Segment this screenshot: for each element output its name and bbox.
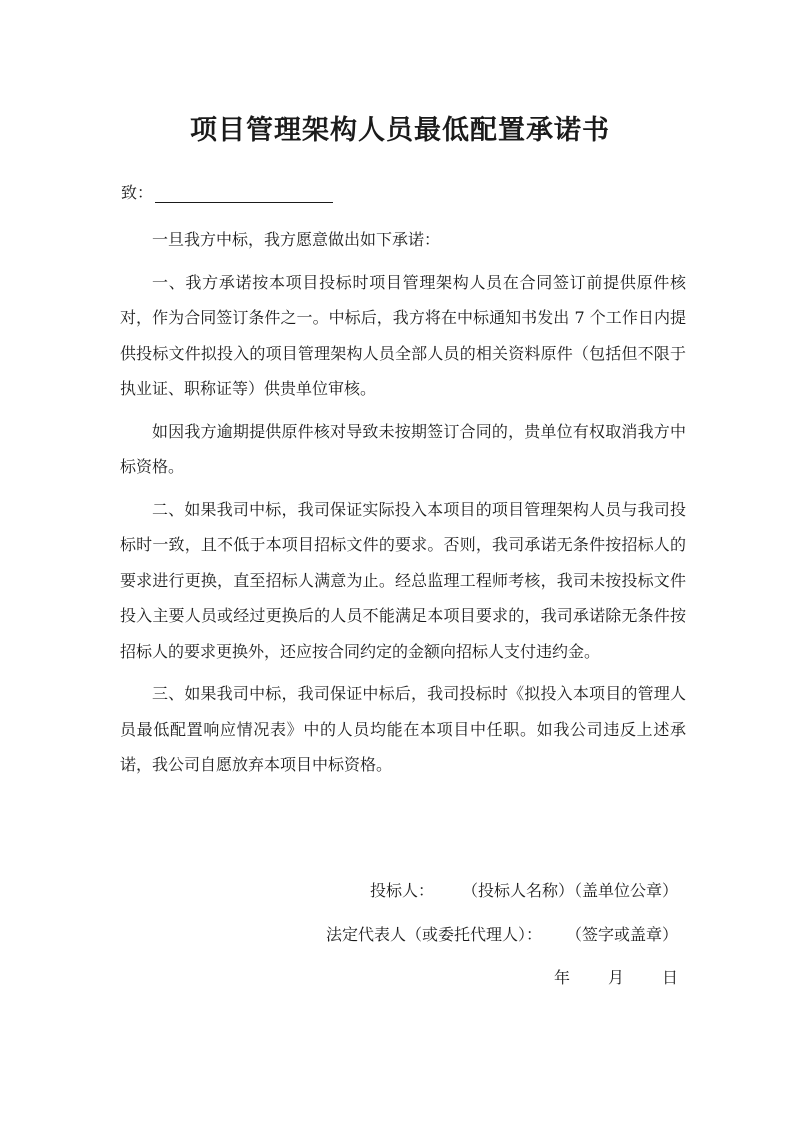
intro-paragraph: 一旦我方中标，我方愿意做出如下承诺： [152, 230, 441, 249]
addressee-label: 致： [121, 183, 154, 202]
commitment-paragraph-1: 一、我方承诺按本项目投标时项目管理架构人员在合同签订前提供原件核对，作为合同签订条件之一。中标后，我方将在中标通知书发出 7 个工作日内提供投标文件拟投入的项目管理架构人员全部人员的相关资料原件（包括但不限于执业证、职称证等）供贵单位审核。 [120, 272, 686, 398]
addressee-blank [155, 184, 333, 203]
representative-label: 法定代表人（或委托代理人）： [325, 925, 542, 944]
bidder-label: 投标人： [369, 881, 434, 900]
document-body [120, 222, 686, 783]
representative-signature-line [326, 922, 678, 945]
date-line [554, 965, 678, 988]
date-month: 月 [607, 968, 624, 987]
bidder-value: （投标人名称）（盖单位公章） [461, 881, 678, 900]
document-title: 项目管理架构人员最低配置承诺书 [190, 115, 610, 146]
commitment-paragraph-1b: 如因我方逾期提供原件核对导致未按期签订合同的，贵单位有权取消我方中标资格。 [120, 421, 686, 476]
bidder-signature-line [370, 878, 678, 901]
representative-value: （签字或盖章） [565, 925, 678, 944]
commitment-paragraph-3: 三、如果我司中标，我司保证中标后，我司投标时《拟投入本项目的管理人员最低配置响应情况表》中的人员均能在本项目中任职。如我公司违反上述承诺，我公司自愿放弃本项目中标资格。 [120, 684, 686, 774]
date-day: 日 [661, 968, 678, 987]
date-year: 年 [553, 968, 570, 987]
commitment-paragraph-2: 二、如果我司中标，我司保证实际投入本项目的项目管理架构人员与我司投标时一致，且不低于本项目招标文件的要求。否则，我司承诺无条件按招标人的要求进行更换，直至招标人满意为止。经总监理工程师考核，我司未按投标文件投入主要人员或经过更换后的人员不能满足本项目要求的，我司承诺除无条件按招标人的要求更换外，还应按合同约定的金额向招标人支付违约金。 [120, 499, 686, 661]
addressee-line [121, 180, 333, 203]
